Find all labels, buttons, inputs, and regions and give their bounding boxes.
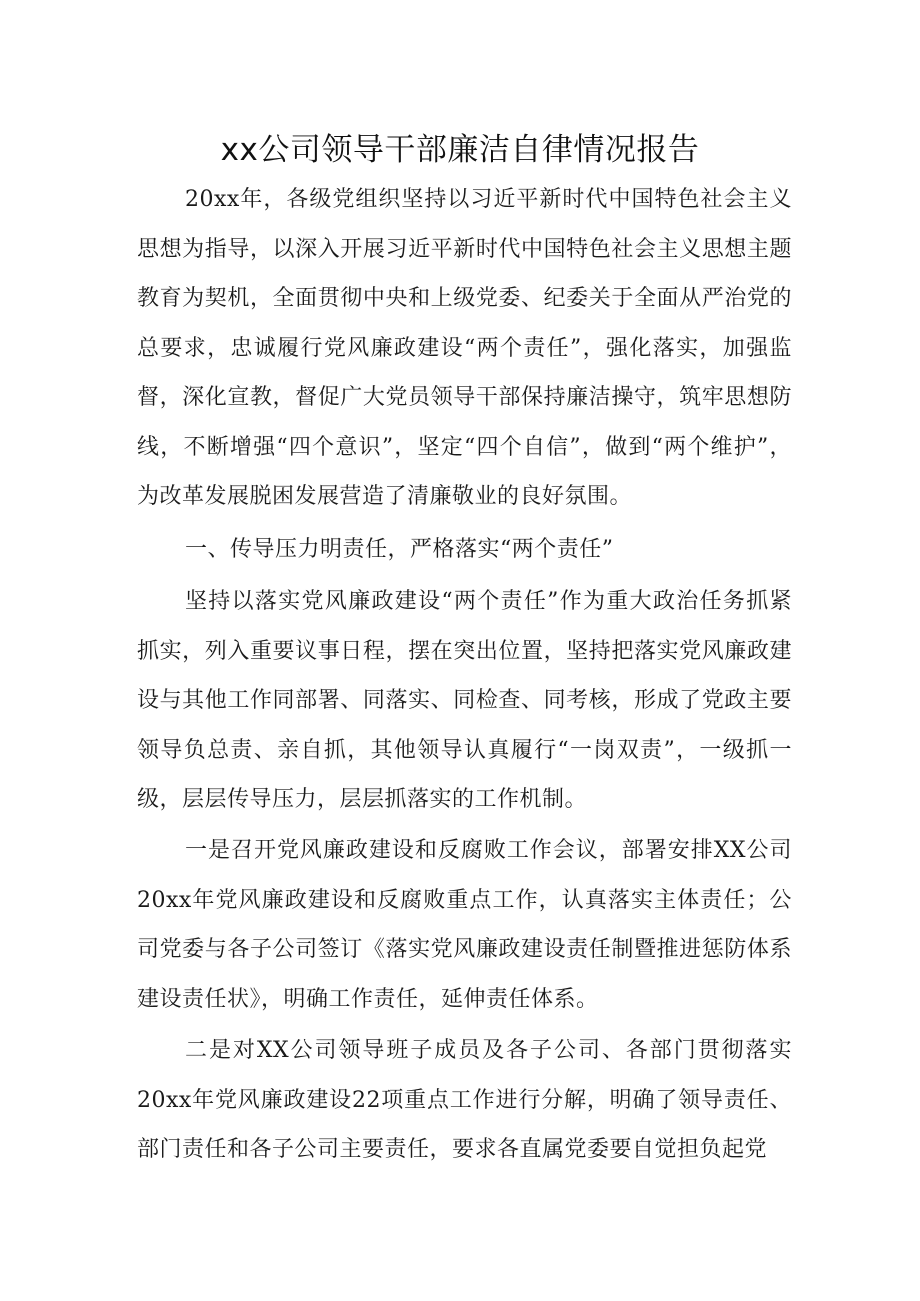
document-title: xx公司领导干部廉洁自律情况报告 — [220, 132, 700, 168]
paragraph-item-1: 一是召开党风廉政建设和反腐败工作会议，部署安排XX公司20xx年党风廉政建设和反腐败重点工作，认真落实主体责任；公司党委与各子公司签订《落实党风廉政建设责任制暨推进惩防体系建设责任状》，明确工作责任，延伸责任体系。 — [137, 838, 792, 1012]
paragraph-section-1: 坚持以落实党风廉政建设“两个责任”作为重大政治任务抓紧抓实，列入重要议事日程，摆在突出位置，坚持把落实党风廉政建设与其他工作同部署、同落实、同检查、同考核，形成了党政主要领导负总责、亲自抓，其他领导认真履行“一岗双责”，一级抓一级，层层传导压力，层层抓落实的工作机制。 — [137, 589, 792, 812]
paragraph-intro: 20xx年，各级党组织坚持以习近平新时代中国特色社会主义思想为指导，以深入开展习近平新时代中国特色社会主义思想主题教育为契机，全面贯彻中央和上级党委、纪委关于全面从严治党的总要求，忠诚履行党风廉政建设“两个责任”，强化落实，加强监督，深化宣教，督促广大党员领导干部保持廉洁操守，筑牢思想防线，不断增强“四个意识”，坚定“四个自信”，做到“两个维护”，为改革发展脱困发展营造了清廉敬业的良好氛围。 — [137, 187, 792, 509]
paragraph-item-2: 二是对XX公司领导班子成员及各子公司、各部门贯彻落实20xx年党风廉政建设22项重点工作进行分解，明确了领导责任、部门责任和各子公司主要责任，要求各直属党委要自觉担负起党 — [137, 1038, 792, 1162]
section-heading-1: 一、传导压力明责任，严格落实“两个责任” — [185, 537, 614, 562]
